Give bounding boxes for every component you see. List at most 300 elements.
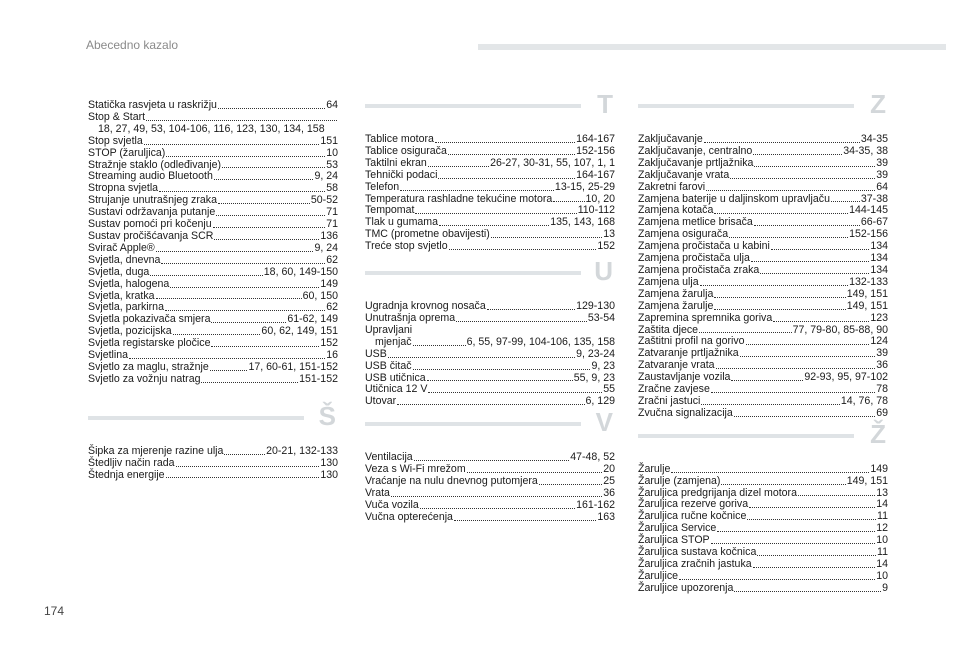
entry-pages: 11 <box>877 510 888 523</box>
entry-pages: 10 <box>876 569 888 582</box>
entry-term: Žaruljica ručne kočnice <box>638 510 747 523</box>
entry-term: Zamjena žarulje <box>638 299 714 312</box>
entry-dot-leader <box>754 225 860 226</box>
entry-dot-leader <box>734 591 881 592</box>
entry-term: Vrata <box>365 486 390 499</box>
entry-dot-leader <box>415 213 576 214</box>
index-entry <box>365 361 615 373</box>
entry-term: Zvučna signalizacija <box>638 406 733 419</box>
index-entry <box>638 170 888 182</box>
entry-dot-leader <box>211 322 286 323</box>
entry-term: Ugradnja krovnog nosača <box>365 300 486 313</box>
entry-pages: 6, 129 <box>585 395 615 408</box>
entry-term: Zatvaranje prtljažnika <box>638 347 739 360</box>
entry-dot-leader <box>831 201 860 202</box>
entry-term: Žaruljica sustava kočnica <box>638 546 757 559</box>
entry-term: Strujanje unutrašnjeg zraka <box>88 194 217 207</box>
entry-pages: 58 <box>326 182 338 195</box>
index-entry <box>365 476 615 488</box>
entry-pages: 10 <box>876 534 888 547</box>
entry-pages: 9, 23 <box>591 359 615 372</box>
entry-pages: 149, 151 <box>846 299 888 312</box>
entry-term: Tehnički podaci <box>365 168 438 181</box>
entry-term: Zamjena kotača <box>638 204 714 217</box>
entry-dot-leader <box>491 237 602 238</box>
index-entry <box>88 148 338 160</box>
index-entry <box>88 458 338 470</box>
entry-term: Tablice motora <box>365 133 434 145</box>
section-header <box>638 418 888 458</box>
entry-term: Taktilni ekran <box>365 156 427 169</box>
entry-term: Svjetla, dnevna <box>88 253 161 266</box>
page-header-title: Abecedno kazalo <box>86 38 179 52</box>
entry-dot-leader <box>714 297 845 298</box>
entry-term: Vuča vozila <box>365 498 419 511</box>
entry-term: Tlak u gumama <box>365 216 439 229</box>
entry-dot-leader <box>740 356 876 357</box>
entry-pages: 17, 60-61, 151-152 <box>248 360 338 373</box>
entry-pages: 60, 150 <box>302 289 338 302</box>
entry-pages: 55, 9, 23 <box>573 371 615 384</box>
entry-term: Tempomat <box>365 204 415 217</box>
entry-dot-leader <box>213 227 326 228</box>
entry-term: Zamjena pročistača zraka <box>638 263 760 276</box>
entry-pages: 152-156 <box>849 228 888 241</box>
entry-dot-leader <box>166 156 325 157</box>
entry-dot-leader <box>413 369 591 370</box>
entry-dot-leader <box>428 166 489 167</box>
entry-term: Sustav pomoći pri kočenju <box>88 218 212 231</box>
entry-pages: 39 <box>876 168 888 181</box>
entry-term: Veza s Wi-Fi mrežom <box>365 463 466 476</box>
entry-dot-leader <box>170 287 319 288</box>
entry-term: Šipka za mjerenje razine ulja <box>88 444 224 457</box>
entry-term: USB utičnica <box>365 371 426 384</box>
entry-pages: 9, 23-24 <box>576 347 615 360</box>
entry-term: Utovar <box>365 395 397 408</box>
entry-dot-leader <box>165 310 325 311</box>
entry-term: Svjetlo za maglu, stražnje <box>88 360 209 373</box>
section-header <box>365 256 615 295</box>
entry-pages: 124 <box>870 335 888 348</box>
section-header <box>365 407 615 446</box>
entry-pages: 71 <box>326 206 338 219</box>
entry-pages: 130 <box>320 468 338 481</box>
entry-dot-leader <box>161 263 325 264</box>
entry-pages: 136 <box>320 229 338 242</box>
entry-dot-leader <box>701 404 839 405</box>
entry-dot-leader <box>176 466 320 467</box>
index-entry <box>638 301 888 313</box>
entry-term: Svjetla, duga <box>88 265 150 278</box>
entry-dot-leader <box>753 154 842 155</box>
entry-pages: 62 <box>326 253 338 266</box>
section-divider-bar <box>365 104 581 108</box>
entry-pages: 16 <box>326 349 338 362</box>
entry-term: Štednja energije <box>88 468 165 481</box>
entry-dot-leader <box>439 225 549 226</box>
entry-term: Svjetla, halogena <box>88 277 170 290</box>
index-entry <box>88 255 338 267</box>
entry-dot-leader <box>753 567 876 568</box>
entry-term: Zračne zavjese <box>638 383 710 396</box>
entry-dot-leader <box>388 357 575 358</box>
entry-term: Zamjena žarulja <box>638 287 714 300</box>
index-column-1 <box>88 100 338 481</box>
entry-pages: 134 <box>870 263 888 276</box>
entry-pages: 149 <box>320 277 338 290</box>
entry-pages: 144-145 <box>849 204 888 217</box>
entry-term: Žaruljica zračnih jastuka <box>638 558 752 570</box>
entry-term: Zakretni farovi <box>638 180 706 193</box>
entry-pages: 151-152 <box>299 372 338 385</box>
entry-pages: 92-93, 95, 97-102 <box>804 371 888 384</box>
index-entry <box>638 289 888 301</box>
entry-term: Ventilacija <box>365 451 413 464</box>
entry-term: Zamjena metlice brisača <box>638 216 753 229</box>
entry-dot-leader <box>222 167 325 168</box>
index-entry <box>638 182 888 194</box>
index-entry <box>365 325 615 337</box>
entry-dot-leader <box>773 321 869 322</box>
entry-pages: 13 <box>876 486 888 499</box>
entry-pages: 134 <box>870 252 888 265</box>
entry-dot-leader <box>427 380 573 381</box>
entry-dot-leader <box>714 213 848 214</box>
index-entry <box>638 313 888 325</box>
entry-pages: 130 <box>320 456 338 469</box>
entry-pages: 78 <box>876 383 888 396</box>
entry-dot-leader <box>487 309 575 310</box>
entry-pages: 36 <box>876 359 888 372</box>
entry-term: Zamjena ulja <box>638 275 699 288</box>
entry-pages: 14, 76, 78 <box>840 394 888 407</box>
entry-term: Svjetlo za vožnju natrag <box>88 372 201 385</box>
entry-dot-leader <box>717 531 875 532</box>
index-column-3 <box>638 89 888 595</box>
entry-pages: 14 <box>876 498 888 511</box>
entry-pages: 149 <box>870 462 888 475</box>
index-entry <box>638 277 888 289</box>
index-entry <box>365 182 615 194</box>
entry-dot-leader <box>553 201 584 202</box>
entry-term: Zamjena pročistača u kabini <box>638 240 770 253</box>
entry-dot-leader <box>413 345 466 346</box>
index-entry-continued <box>365 337 615 349</box>
entry-term: Žaruljice upozorenja <box>638 581 734 594</box>
entry-pages: 10, 20 <box>585 192 615 205</box>
entry-term: Streaming audio Bluetooth <box>88 170 213 183</box>
index-entry <box>88 279 338 291</box>
header-bar <box>478 44 946 50</box>
entry-dot-leader <box>751 261 869 262</box>
entry-dot-leader <box>397 404 584 405</box>
entry-dot-leader <box>711 392 875 393</box>
entry-pages: 132-133 <box>849 275 888 288</box>
entry-dot-leader <box>798 495 875 496</box>
entry-pages-continued: 18, 27, 49, 53, 104-106, 116, 123, 130, 134, 158 <box>98 122 325 135</box>
entry-dot-leader <box>159 191 325 192</box>
entry-dot-leader <box>156 298 302 299</box>
entry-pages: 152 <box>597 240 615 253</box>
entry-pages: 71 <box>326 218 338 231</box>
entry-term: Štedljiv način rada <box>88 456 175 469</box>
section-letter: U <box>594 256 613 287</box>
index-entry <box>365 170 615 182</box>
entry-dot-leader <box>214 179 314 180</box>
entry-term: Žarulje (zamjena) <box>638 474 721 487</box>
entry-pages: 53-54 <box>587 311 615 324</box>
entry-term: Zatvaranje vrata <box>638 359 715 372</box>
entry-pages: 50-52 <box>310 194 338 207</box>
entry-term: Svjetla pokazivača smjera <box>88 313 211 326</box>
entry-dot-leader <box>711 543 876 544</box>
entry-term: Žaruljica predgrijanja dizel motora <box>638 486 797 499</box>
entry-dot-leader <box>771 249 869 250</box>
entry-pages: 10 <box>326 146 338 159</box>
entry-term: Utičnica 12 V <box>365 383 428 396</box>
entry-term: Vraćanje na nulu dnevnog putomjera <box>365 475 538 488</box>
index-entry <box>365 158 615 170</box>
entry-term: Svjetlina <box>88 349 129 362</box>
entry-term: USB <box>365 347 387 360</box>
entry-pages: 64 <box>876 180 888 193</box>
entry-dot-leader <box>448 154 575 155</box>
entry-term: Stražnje staklo (odleđivanje) <box>88 158 222 171</box>
entry-term: USB čitač <box>365 359 412 372</box>
entry-pages: 135, 143, 168 <box>550 216 615 229</box>
entry-pages: 34-35 <box>860 133 888 145</box>
entry-dot-leader <box>467 472 603 473</box>
entry-term: Zaključavanje <box>638 133 703 145</box>
entry-pages: 9 <box>882 581 888 594</box>
entry-term: Svjetla, pozicijska <box>88 325 172 338</box>
entry-dot-leader <box>146 120 337 121</box>
entry-pages: 77, 79-80, 85-88, 90 <box>792 323 888 336</box>
section-header <box>365 89 615 128</box>
entry-dot-leader <box>731 380 803 381</box>
entry-term: STOP (žaruljica) <box>88 146 166 159</box>
entry-dot-leader <box>449 249 597 250</box>
entry-pages: 34-35, 38 <box>843 144 888 157</box>
index-entry <box>88 470 338 482</box>
entry-term: Zaštita djece <box>638 323 699 336</box>
index-entry <box>365 349 615 361</box>
entry-dot-leader <box>721 484 845 485</box>
entry-term: Zapremina spremnika goriva <box>638 311 773 324</box>
entry-dot-leader <box>129 358 325 359</box>
entry-dot-leader <box>760 273 869 274</box>
entry-pages: 11 <box>877 546 888 559</box>
entry-term: Svjetla, kratka <box>88 289 155 302</box>
index-entry <box>638 583 888 595</box>
entry-dot-leader <box>218 108 325 109</box>
entry-pages: 9, 24 <box>314 170 338 183</box>
entry-dot-leader <box>699 332 792 333</box>
entry-dot-leader <box>144 144 320 145</box>
entry-dot-leader <box>757 555 876 556</box>
entry-dot-leader <box>216 215 325 216</box>
entry-term: Sustavi održavanja putanje <box>88 206 216 219</box>
entry-term: Žarulje <box>638 462 671 475</box>
section-divider-bar <box>365 271 581 275</box>
entry-dot-leader <box>746 344 870 345</box>
entry-dot-leader <box>435 142 575 143</box>
entry-dot-leader <box>671 472 869 473</box>
section-letter: T <box>597 89 613 119</box>
entry-term: Stropna svjetla <box>88 182 159 195</box>
entry-pages: 18, 60, 149-150 <box>263 265 338 278</box>
entry-pages: 13 <box>603 228 615 241</box>
entry-dot-leader <box>714 309 845 310</box>
entry-term: Svjetla registarske pločice <box>88 337 211 350</box>
entry-pages: 13-15, 25-29 <box>554 180 615 193</box>
entry-pages: 14 <box>876 558 888 570</box>
entry-pages: 60, 62, 149, 151 <box>261 325 338 338</box>
section-divider-bar <box>638 434 854 438</box>
section-letter: Z <box>870 89 886 119</box>
entry-term: Unutrašnja oprema <box>365 311 456 324</box>
entry-pages: 69 <box>876 406 888 419</box>
entry-dot-leader <box>749 507 875 508</box>
entry-term: Zamjena baterije u daljinskom upravljaču <box>638 192 830 205</box>
entry-term: Sustav pročišćavanja SCR <box>88 229 214 242</box>
entry-dot-leader <box>201 382 298 383</box>
entry-term: Zaključavanje prtljažnika <box>638 156 754 169</box>
entry-pages: 26-27, 30-31, 55, 107, 1, 1 <box>490 156 615 169</box>
entry-pages: 55 <box>603 383 615 396</box>
entry-term: Zamjena osigurača <box>638 228 729 241</box>
index-entry <box>365 512 615 524</box>
entry-term: Zaustavljanje vozila <box>638 371 731 384</box>
entry-pages: 53 <box>326 158 338 171</box>
entry-term: Žaruljice <box>638 569 679 582</box>
entry-pages: 164-167 <box>576 168 615 181</box>
entry-term: Vučna opterećenja <box>365 510 453 523</box>
index-entry <box>638 476 888 488</box>
entry-term: Statička rasvjeta u raskrižju <box>88 99 217 111</box>
entry-pages: 161-162 <box>576 498 615 511</box>
entry-dot-leader <box>156 251 314 252</box>
entry-term: Žaruljica STOP <box>638 534 710 547</box>
entry-dot-leader <box>400 190 554 191</box>
entry-dot-leader <box>173 334 261 335</box>
entry-dot-leader <box>734 416 875 417</box>
section-divider-bar <box>88 416 304 420</box>
entry-dot-leader <box>211 346 319 347</box>
entry-term: mjenjač <box>375 335 412 348</box>
entry-term: Zamjena pročistača ulja <box>638 252 750 265</box>
entry-pages: 39 <box>876 156 888 169</box>
index-entry <box>365 396 615 408</box>
entry-dot-leader <box>700 285 848 286</box>
entry-pages: 9, 24 <box>314 241 338 254</box>
entry-pages: 6, 55, 97-99, 104-106, 135, 158 <box>466 335 615 348</box>
entry-dot-leader <box>428 392 602 393</box>
entry-dot-leader <box>150 275 263 276</box>
entry-dot-leader <box>704 142 860 143</box>
entry-dot-leader <box>716 368 876 369</box>
entry-term: Žaruljica rezerve goriva <box>638 498 749 511</box>
index-entry <box>88 446 338 458</box>
index-entry <box>638 464 888 476</box>
entry-pages: 149, 151 <box>846 287 888 300</box>
entry-term: Zaštitni profil na gorivo <box>638 335 745 348</box>
entry-term: Zaključavanje, centralno <box>638 144 753 157</box>
entry-term: Tablice osigurača <box>365 144 447 157</box>
entry-dot-leader <box>679 579 875 580</box>
entry-pages: 110-112 <box>577 204 615 217</box>
entry-pages: 36 <box>603 486 615 499</box>
index-column-2 <box>365 89 615 524</box>
section-divider-bar <box>365 422 581 426</box>
entry-dot-leader <box>214 239 319 240</box>
index-entry <box>638 408 888 420</box>
entry-pages: 152-156 <box>576 144 615 157</box>
entry-term: Telefon <box>365 180 400 193</box>
entry-term: Svjetla, parkirna <box>88 301 164 314</box>
entry-dot-leader <box>438 178 575 179</box>
entry-dot-leader <box>454 520 596 521</box>
entry-pages: 151 <box>320 134 338 147</box>
entry-term: Žaruljica Service <box>638 522 717 535</box>
section-letter: Ž <box>870 418 886 449</box>
entry-dot-leader <box>706 190 875 191</box>
entry-pages: 149, 151 <box>846 474 888 487</box>
entry-pages: 12 <box>876 522 888 535</box>
entry-pages: 25 <box>603 475 615 488</box>
entry-dot-leader <box>730 178 875 179</box>
entry-dot-leader <box>218 203 310 204</box>
entry-pages: 152 <box>320 337 338 350</box>
entry-pages: 47-48, 52 <box>570 451 615 464</box>
entry-term: Stop & Start <box>88 110 146 123</box>
index-entry <box>638 158 888 170</box>
index-entry <box>365 384 615 396</box>
entry-term: Upravljani <box>365 323 413 336</box>
entry-pages: 134 <box>870 240 888 253</box>
entry-term: Treće stop svjetlo <box>365 240 448 253</box>
entry-pages: 61-62, 149 <box>287 313 338 326</box>
index-entry <box>365 500 615 512</box>
section-letter: V <box>595 407 613 438</box>
entry-pages: 163 <box>597 510 615 523</box>
entry-dot-leader <box>414 460 570 461</box>
section-header <box>88 400 338 440</box>
entry-dot-leader <box>754 166 875 167</box>
index-entry <box>88 374 338 386</box>
entry-pages: 20-21, 132-133 <box>266 444 338 457</box>
entry-pages: 20 <box>603 463 615 476</box>
index-entry <box>88 136 338 148</box>
index-entry <box>88 243 338 255</box>
section-header <box>638 89 888 128</box>
section-divider-bar <box>638 104 854 108</box>
entry-pages: 129-130 <box>576 300 615 313</box>
entry-dot-leader <box>456 321 587 322</box>
index-entry <box>365 241 615 253</box>
entry-term: Temperatura rashladne tekućine motora <box>365 192 553 205</box>
entry-dot-leader <box>420 508 575 509</box>
entry-dot-leader <box>224 454 265 455</box>
index-entry <box>88 267 338 279</box>
entry-term: Zračni jastuci <box>638 394 701 407</box>
entry-pages: 123 <box>870 311 888 324</box>
entry-dot-leader <box>391 496 602 497</box>
entry-term: Zaključavanje vrata <box>638 168 730 181</box>
entry-dot-leader <box>166 477 320 478</box>
entry-term: TMC (prometne obavijesti) <box>365 228 490 241</box>
